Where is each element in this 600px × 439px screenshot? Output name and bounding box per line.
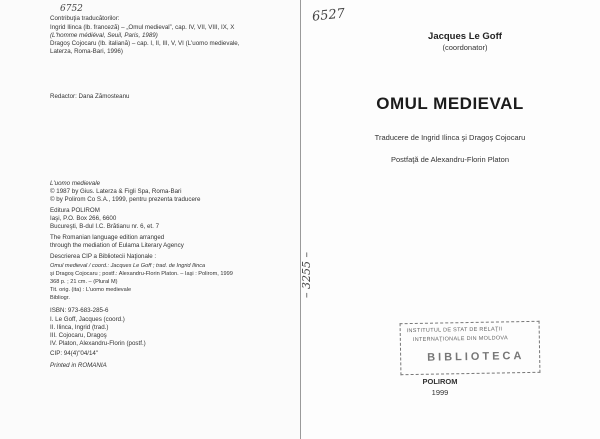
- editor-line: Redactor: Dana Zămosteanu: [50, 93, 130, 100]
- stamp-line: INSTITUTUL DE STAT DE RELAŢII: [406, 326, 503, 335]
- left-handwritten-code: 6752: [60, 4, 83, 14]
- rights-line: The Romanian language edition arranged: [50, 234, 165, 241]
- index-line: III. Cojocaru, Dragoş: [50, 332, 107, 339]
- margin-handwritten-number: – 3255 –: [300, 252, 313, 298]
- afterword-credit: Postfaţă de Alexandru-Florin Platon: [391, 155, 509, 164]
- cip-line: Bibliogr.: [50, 295, 70, 301]
- book-title: OMUL MEDIEVAL: [376, 94, 524, 113]
- publisher-name: POLIROM: [422, 377, 458, 386]
- right-handwritten-code: 6527: [311, 6, 346, 25]
- copyright-line: © by Polirom Co S.A., 1999, pentru prezenta traducere: [50, 196, 201, 203]
- publication-year: 1999: [431, 388, 449, 397]
- cdu-line: CIP: 94(4)"04/14": [50, 350, 99, 357]
- isbn: ISBN: 973-683-285-6: [50, 307, 109, 314]
- publisher-line: Iaşi, P.O. Box 266, 6600: [50, 215, 117, 222]
- original-title: L'uomo medievale: [50, 180, 101, 187]
- publisher-line: Bucureşti, B-dul I.C. Brătianu nr. 6, et. 7: [50, 223, 160, 230]
- cip-line: şi Dragoş Cojocaru ; postf.: Alexandru-Florin Platon. – Iaşi : Polirom, 1999: [50, 271, 233, 277]
- contribution-line: Dragoş Cojocaru (lb. italiană) – cap. I, II, III, V, VI (L'uomo medievale,: [50, 40, 240, 47]
- printed-line: Printed in ROMANIA: [50, 362, 107, 369]
- library-stamp: [400, 321, 541, 375]
- cip-heading: Descrierea CIP a Bibliotecii Naţionale :: [50, 253, 157, 260]
- contribution-line: Ingrid Ilinca (lb. franceză) – „Omul medieval”, cap. IV, VII, VIII, IX, X: [50, 24, 235, 31]
- copyright-line: © 1987 by Gius. Laterza & Figli Spa, Roma-Bari: [50, 188, 182, 195]
- book-fold: [300, 0, 301, 439]
- author-name: Jacques Le Goff: [428, 31, 502, 42]
- cip-line: Omul medieval / coord.: Jacques Le Goff ; trad. de Ingrid Ilinca: [50, 263, 206, 269]
- cip-line: Tit. orig. (ita) : L'uomo medievale: [50, 287, 132, 293]
- contribution-line: (L'homme médiéval, Seuil, Paris, 1989): [50, 32, 158, 39]
- publisher-line: Editura POLIROM: [50, 207, 100, 214]
- contribution-line: Laterza, Roma-Bari, 1996): [50, 48, 123, 55]
- translation-credit: Traducere de Ingrid Ilinca şi Dragoş Cojocaru: [374, 133, 526, 142]
- stamp-line: INTERNAŢIONALE DIN MOLDOVA: [412, 335, 508, 343]
- stamp-library-label: BIBLIOTECA: [427, 350, 525, 364]
- rights-line: through the mediation of Eulama Literary Agency: [50, 242, 184, 249]
- index-line: II. Ilinca, Ingrid (trad.): [50, 324, 109, 331]
- author-role: (coordonator): [442, 43, 488, 52]
- index-line: IV. Platon, Alexandru-Florin (postf.): [50, 340, 146, 347]
- cip-line: 368 p. ; 21 cm. – (Plural M): [50, 279, 118, 285]
- index-line: I. Le Goff, Jacques (coord.): [50, 316, 125, 323]
- contributions-heading: Contribuţia traducătorilor:: [50, 15, 120, 22]
